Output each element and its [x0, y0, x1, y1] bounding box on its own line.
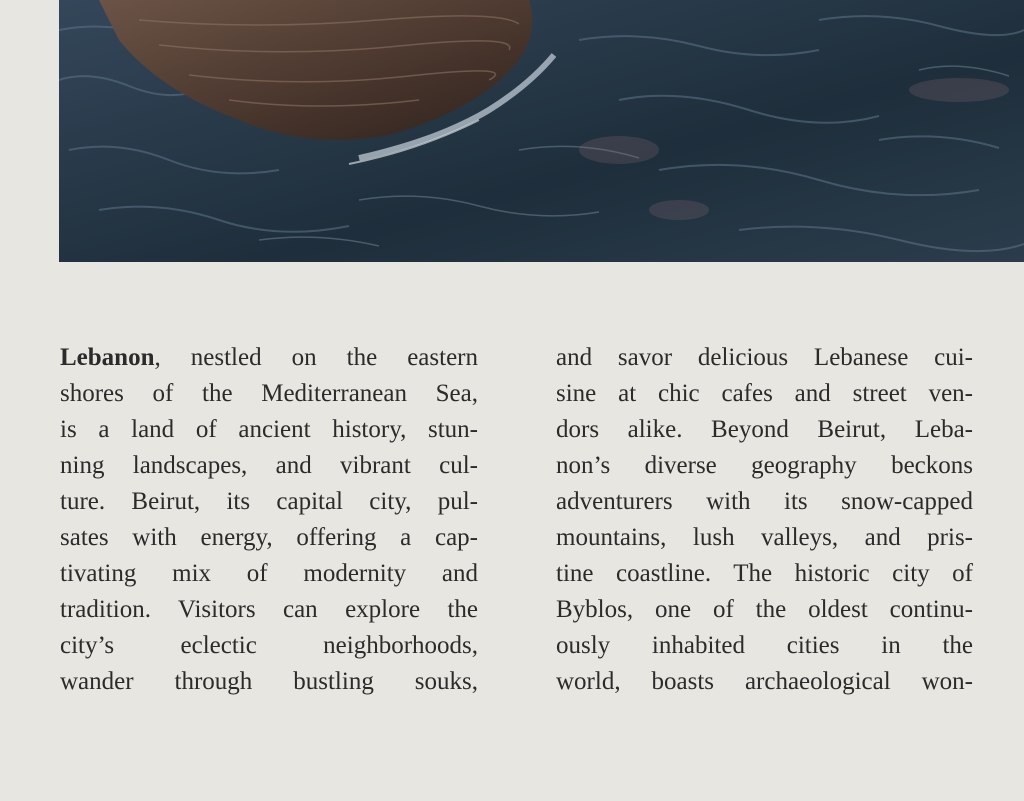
article-line: wander through bustling souks, — [60, 668, 478, 695]
article-line: sine at chic cafes and street ven- — [556, 380, 973, 407]
article-column-left — [60, 340, 478, 700]
article-line: sates with energy, offering a cap- — [60, 524, 478, 551]
article-line: ning landscapes, and vibrant cul- — [60, 452, 478, 479]
article-line: Lebanon, nestled on the eastern — [60, 344, 478, 371]
article-line: shores of the Mediterranean Sea, — [60, 380, 478, 407]
article-line: city’s eclectic neighborhoods, — [60, 632, 478, 659]
article-line: non’s diverse geography beckons — [556, 452, 973, 479]
article-line: adventurers with its snow-capped — [556, 488, 973, 515]
article-line: ture. Beirut, its capital city, pul- — [60, 488, 478, 515]
article-line: is a land of ancient history, stun- — [60, 416, 478, 443]
article-line: dors alike. Beyond Beirut, Leba- — [556, 416, 973, 443]
article-column-right — [556, 340, 973, 700]
hero-photo — [59, 0, 1024, 262]
article-line: tine coastline. The historic city of — [556, 560, 973, 587]
article-line: and savor delicious Lebanese cui- — [556, 344, 973, 371]
article-line: tivating mix of modernity and — [60, 560, 478, 587]
article-line: mountains, lush valleys, and pris- — [556, 524, 973, 551]
article-line: world, boasts archaeological won- — [556, 668, 973, 695]
article-line: tradition. Visitors can explore the — [60, 596, 478, 623]
article-line: ously inhabited cities in the — [556, 632, 973, 659]
article-lead: Lebanon — [60, 344, 155, 371]
article-line: Byblos, one of the oldest continu- — [556, 596, 973, 623]
